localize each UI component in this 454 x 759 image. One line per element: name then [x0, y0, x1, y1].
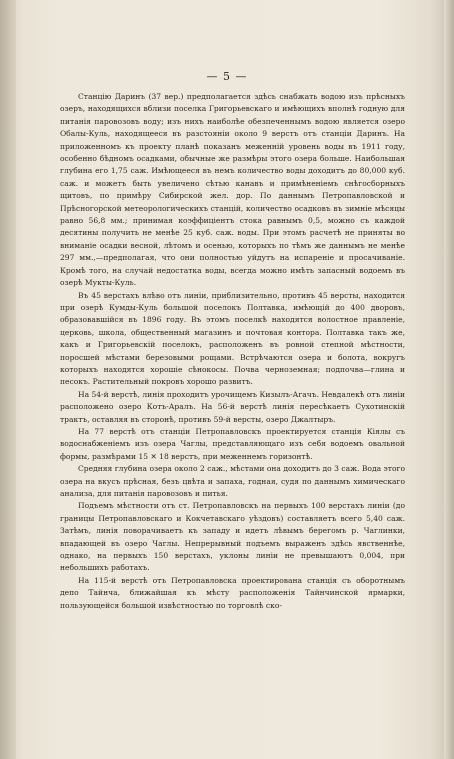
body-text [60, 91, 405, 612]
paragraph: Станцію Даринъ (37 вер.) предполагается здѣсь снабжать водою изъ прѣсныхъ озеръ, находящихся вблизи поселка Григорьевскаго и имѣющихъ вполнѣ годную для питанія паровозовъ воду; изъ нихъ наиболѣе обезпеченнымъ водою является озеро Обалы-Куль, находящееся въ разстояніи около 9 верстъ отъ станціи Даринъ. На приложенномъ къ проекту планѣ показанъ меженній уровень воды въ 1911 году, особенно бѣдномъ осадками, обычные же размѣры этого озера больше. Наибольшая глубина его 1,75 саж. Имѣющееся въ немъ количество воды доходитъ до 80,000 куб. саж. и можетъ быть увеличено сѣтью канавъ и примѣненіемъ снѣгосборныхъ щитовъ, по примѣру Сибирской жел. дор. По даннымъ Петропавловской и Прѣсногорской метеорологическихъ станцій, количество осадковъ въ зимніе мѣсяцы равно 56,8 мм.; принимая коэффиціентъ стока равнымъ 0,5, можно съ каждой десятины получить не менѣе 25 куб. саж. воды. При этомъ расчетѣ не приняты во вниманіе осадки весной, лѣтомъ и осенью, которыхъ по тѣмъ же даннымъ не менѣе 297 мм.,—предполагая, что они полностью уйдутъ на испареніе и просачиваніе. Кромѣ того, на случай недостатка воды, всегда можно имѣть запасный водоемъ въ озерѣ Мукты-Куль. [60, 92, 405, 288]
paragraph: Средняя глубина озера около 2 саж., мѣстами она доходитъ до 3 саж. Вода этого озера на вкусъ прѣсная, безъ цвѣта и запаха, годная, судя по даннымъ химическаго анализа, для питанія паровозовъ и питья. [60, 464, 405, 498]
paragraph: Подъемъ мѣстности отъ ст. Петропавловскъ на первыхъ 100 верстахъ линіи (до границы Петропавловскаго и Кокчетавскаго уѣздовъ) составляетъ всего 5,40 саж. Затѣмъ, линія поворачиваетъ къ западу и идетъ лѣвымъ берегомъ р. Чаглинки, впадающей въ озеро Чаглы. Непрерывный подъемъ выраженъ здѣсь явственнѣе, однако, на первыхъ 150 верстахъ, уклоны линіи не превышаютъ 0,004, при небольшихъ работахъ. [60, 501, 405, 573]
page-edge [444, 0, 454, 759]
paragraph: На 115-й верстѣ отъ Петропавловска проектирована станція съ оборотнымъ депо Тайнча, ближайшая къ мѣсту расположенія Тайнчинской ярмарки, пользующейся большой извѣстностью по торговлѣ ско- [60, 575, 405, 610]
paragraph: Въ 45 верстахъ влѣво отъ линіи, приблизительно, противъ 45 версты, находится при озерѣ Кумды-Куль большой поселокъ Полтавка, имѣющій до 400 дворовъ, образовавшійся въ 1896 году. Въ этомъ поселкѣ находятся волостное правленіе, церковь, школа, общественный магазинъ и почтовая контора. Полтавка такъ же, какъ и Григорьевскій поселокъ, расположенъ въ ровной степной мѣстности, поросшей мѣстами березовыми рощами. Встрѣчаются озера и болота, вокругъ которыхъ находятся хорошіе сѣнокосы. Почва черноземная; подпочва—глина и песокъ. Растительный покровъ хорошо развитъ. [60, 290, 405, 387]
paragraph: На 77 верстѣ отъ станціи Петропавловскъ проектируется станція Кіялы съ водоснабженіемъ изъ озера Чаглы, представляющаго изъ себя водоемъ овальной формы, размѣрами 15 ✕ 18 верстъ, при меженнемъ горизонтѣ. [60, 426, 405, 461]
page-number: — 5 — [206, 70, 248, 83]
binding-edge [0, 0, 16, 759]
paragraph: На 54-й верстѣ, линія проходитъ урочищемъ Кизылъ-Агачъ. Невдалекѣ отъ линіи расположено озеро Котъ-Аралъ. На 56-й верстѣ линія пересѣкаетъ Сухотинскій трактъ, оставляя въ сторонѣ, противъ 59-й версты, озеро Джалтыръ. [60, 389, 405, 424]
